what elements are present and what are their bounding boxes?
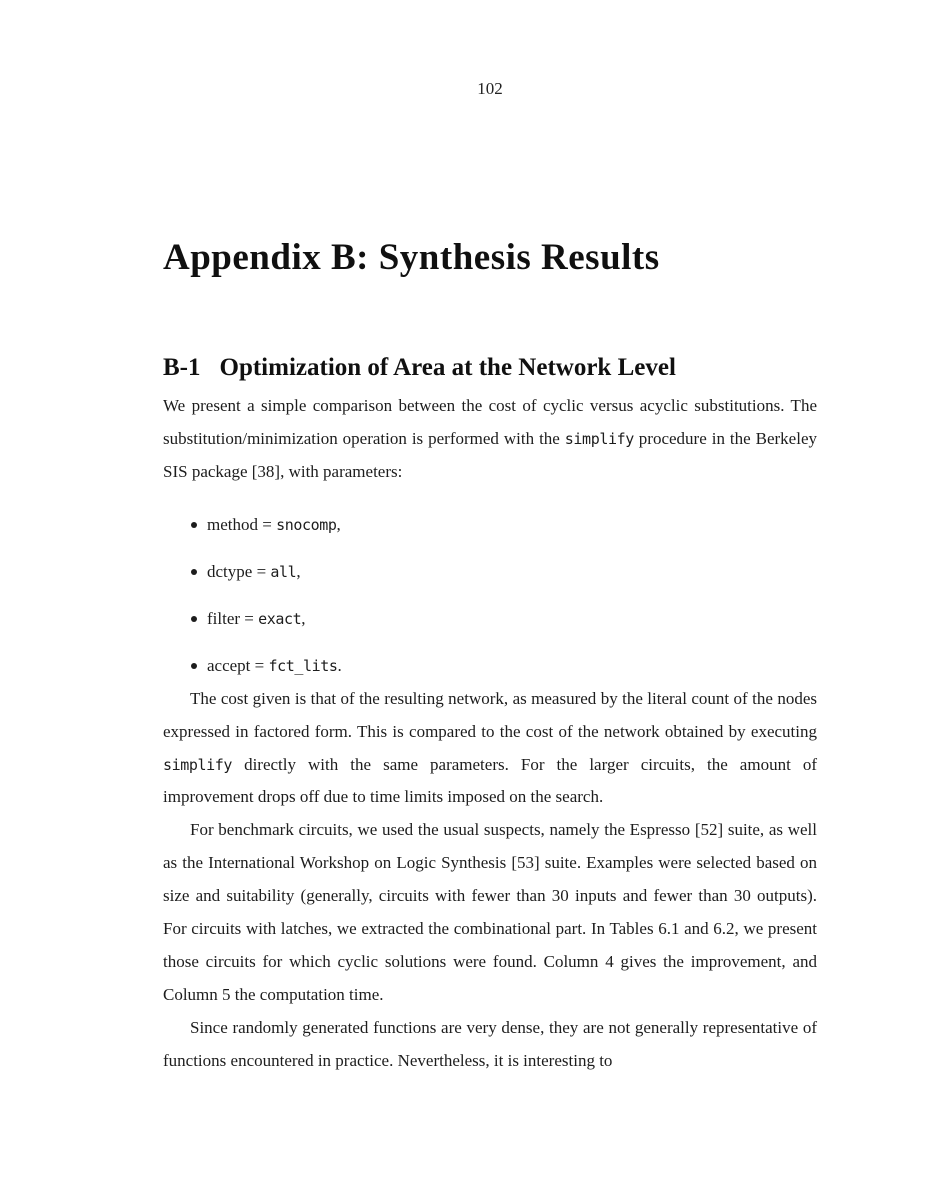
bullet-icon: [191, 522, 197, 528]
paragraph-benchmarks: For benchmark circuits, we used the usual suspects, namely the Espresso [52] suite, as well as the International Workshop on Logic Synthesis [53] suite. Examples were selected based on size and suitability (generally, circuits with fewer than 30 inputs and fewer than 30 outputs). For circuits with latches, we extracted the combinational part. In Tables 6.1 and 6.2, we present those circuits for which cyclic solutions were found. Column 4 gives the improvement, and Column 5 the computation time.: [163, 820, 817, 1004]
parameter-list: [163, 508, 817, 683]
paragraph-random-functions: Since randomly generated functions are very dense, they are not generally representative of functions encountered in practice. Nevertheless, it is interesting to: [163, 1017, 817, 1070]
section-number: B-1: [163, 353, 201, 381]
list-item-dctype: [163, 555, 817, 589]
param-value-code: fct_lits: [268, 656, 338, 675]
section-heading: [163, 354, 676, 382]
param-value-code: all: [270, 562, 297, 581]
param-punctuation: ,: [296, 561, 301, 581]
param-label: dctype =: [207, 561, 271, 581]
inline-code-simplify: simplify: [564, 429, 634, 448]
param-label: method =: [207, 514, 277, 534]
param-value-code: exact: [258, 609, 302, 628]
bullet-icon: [191, 663, 197, 669]
list-item-method: [163, 508, 817, 542]
list-item-filter: [163, 602, 817, 636]
cost-text-pre: The cost given is that of the resulting network, as measured by the literal count of the nodes expressed in factored form. This is compared to the cost of the network obtained by executing: [163, 688, 817, 741]
param-punctuation: ,: [301, 608, 306, 628]
bullet-icon: [191, 616, 197, 622]
page-content: [163, 0, 817, 1198]
param-punctuation: ,: [336, 514, 341, 534]
chapter-title: Appendix B: Synthesis Results: [163, 236, 660, 278]
paragraph-intro: [163, 390, 817, 489]
inline-code-simplify: simplify: [163, 755, 233, 774]
param-value-code: snocomp: [276, 515, 337, 534]
paragraph-cost: [163, 683, 817, 815]
param-label: filter =: [207, 608, 259, 628]
param-punctuation: .: [337, 655, 342, 675]
cost-text-post: directly with the same parameters. For the larger circuits, the amount of improvement drops off due to time limits imposed on the search.: [163, 754, 817, 807]
intro-text-pre: We present a simple comparison between the cost of cyclic versus acyclic substitutions. The substitution/minimization operation is performed with the: [163, 396, 817, 448]
bullet-icon: [191, 569, 197, 575]
page-number: 102: [477, 79, 503, 98]
section-title: Optimization of Area at the Network Level: [219, 353, 676, 381]
list-item-accept: [163, 649, 817, 683]
body-text: [163, 390, 817, 1078]
param-label: accept =: [207, 655, 269, 675]
intro-text-post: procedure in the Berkeley SIS package [38], with parameters:: [163, 428, 817, 481]
